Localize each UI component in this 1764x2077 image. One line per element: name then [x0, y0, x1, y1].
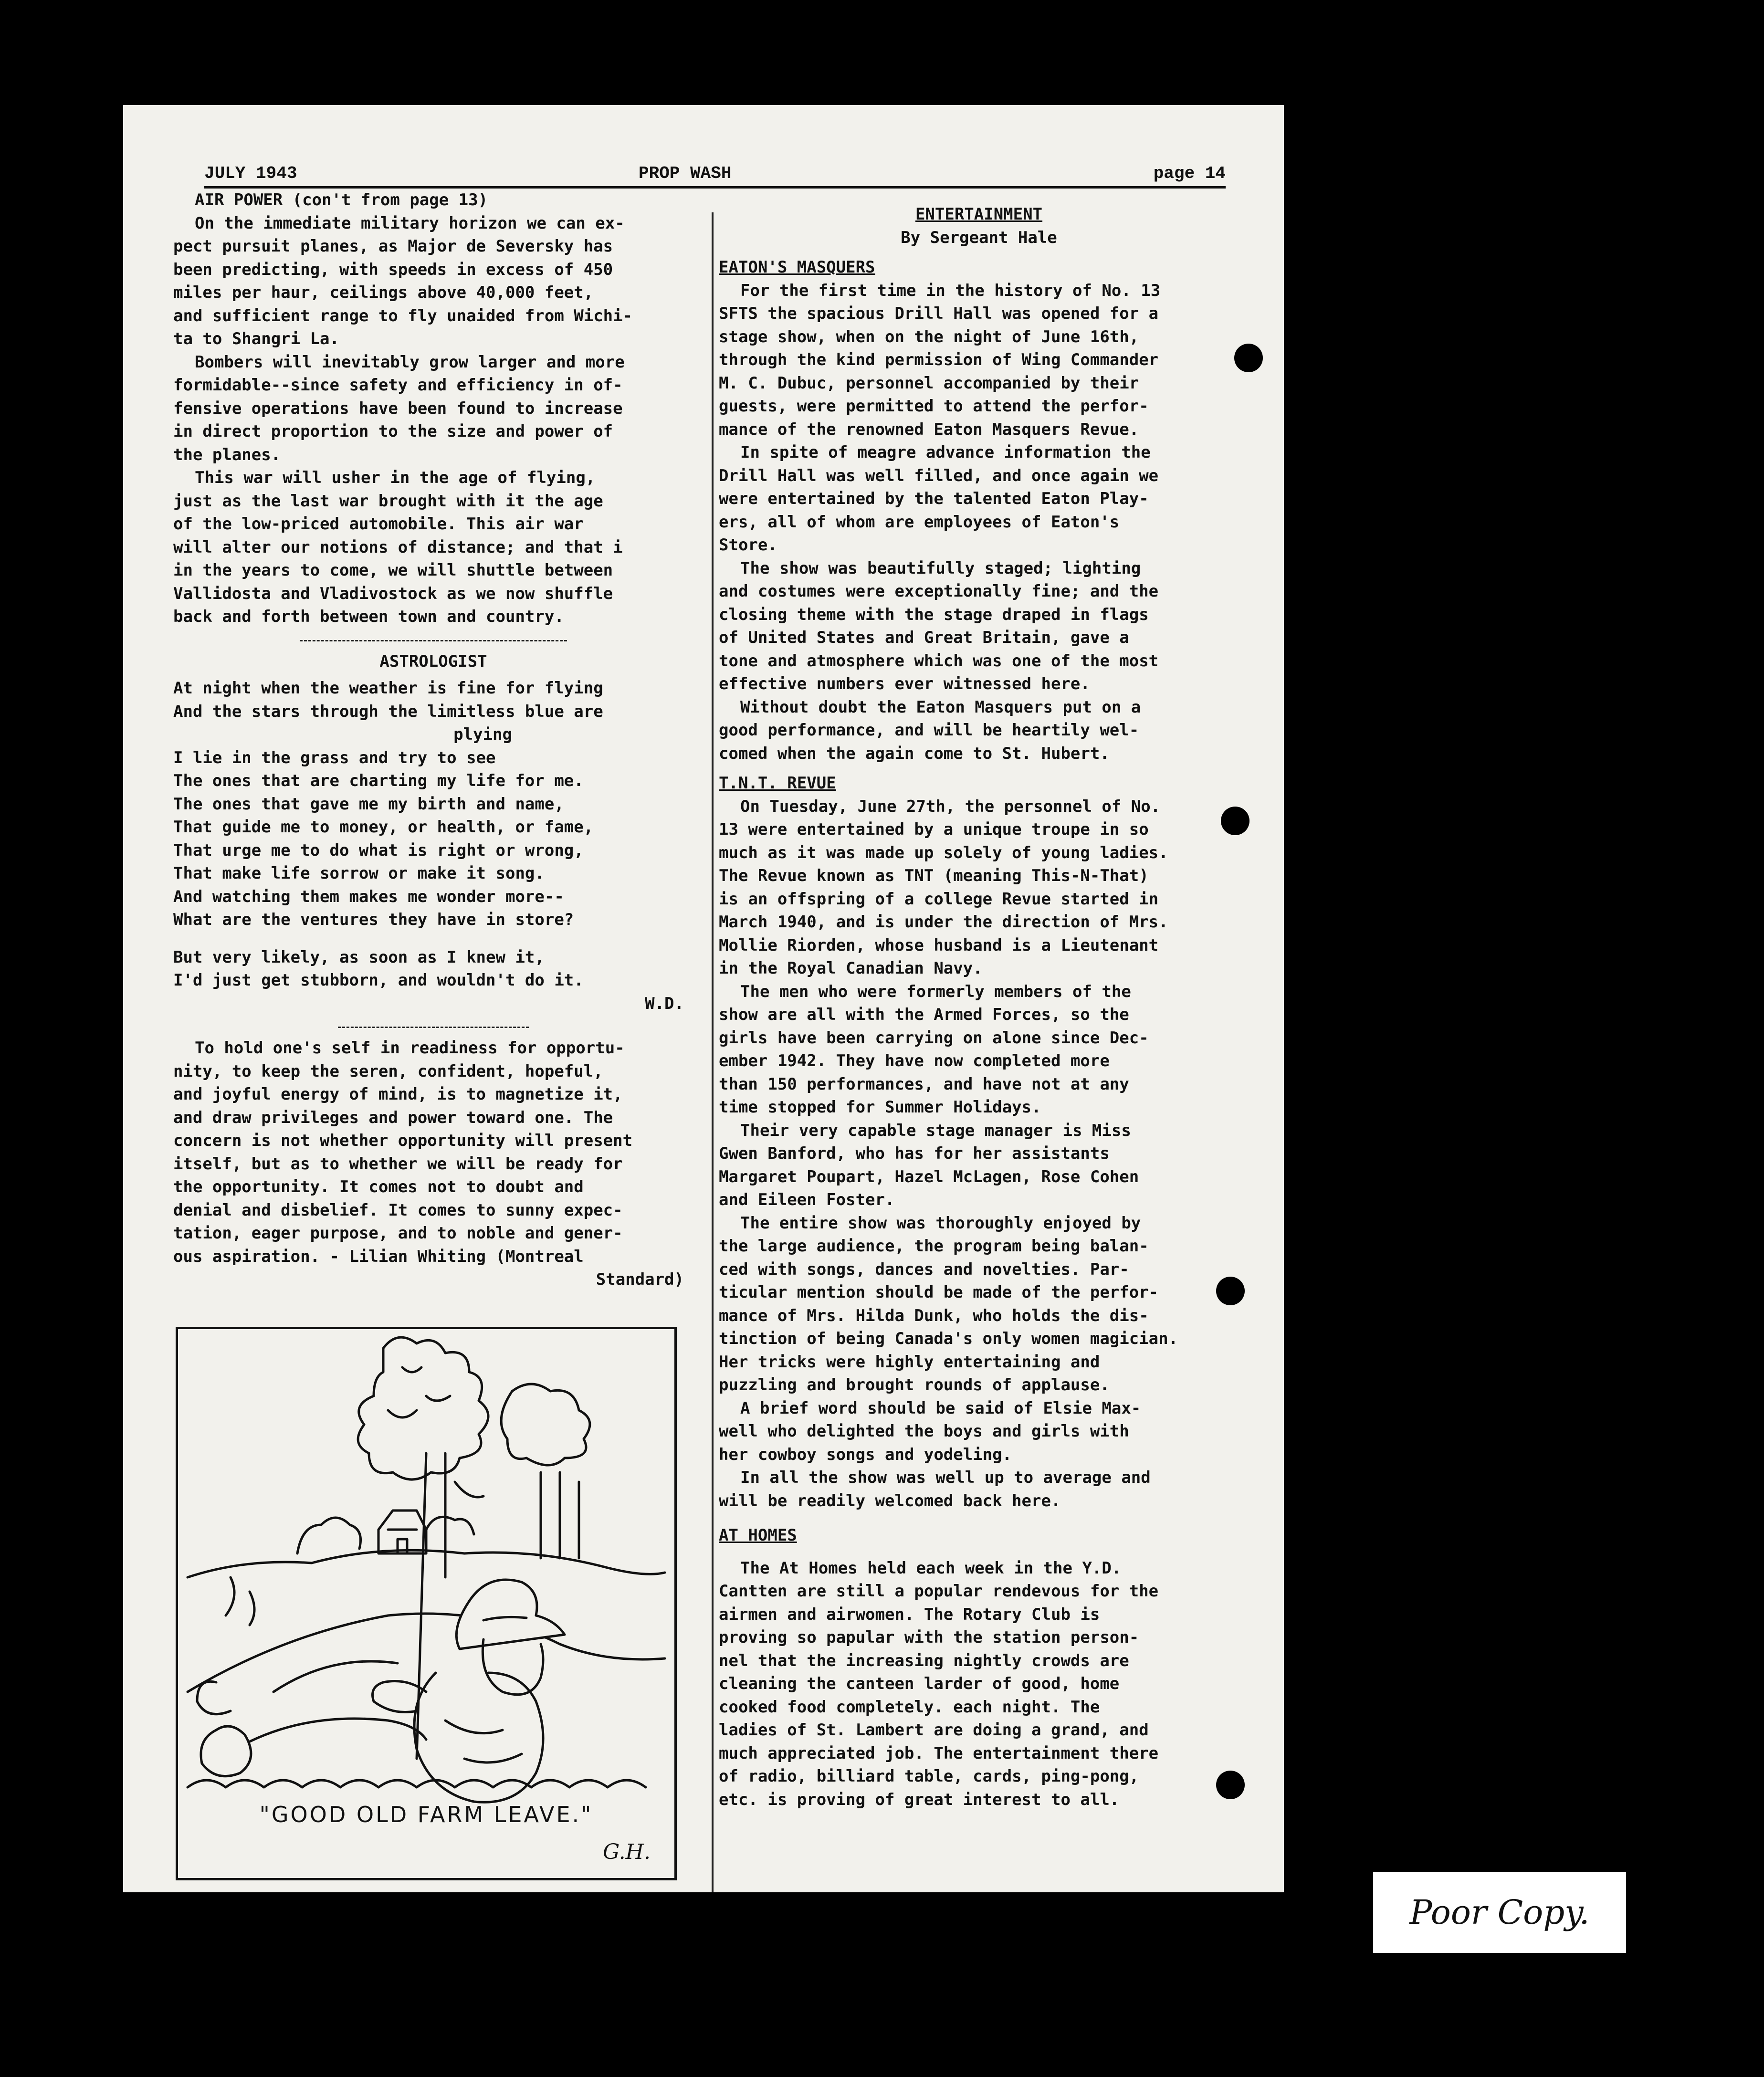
- at-homes-paragraph: The At Homes held each week in the Y.D. Cantten are still a popular rendevous for the airmen and airwomen. The Rotary Club is proving so papular with the station person- nel that the increasing nightly crowds are cleaning the canteen larder of good, home cooked food completely. each night. The ladies of St. Lambert are doing a grand, and much appreciated job. The entertainment there of radio, billiard table, cards, ping-pong, etc. is proving of great interest to all.: [719, 1558, 1159, 1809]
- cartoon-drawing: [178, 1329, 674, 1878]
- section-divider: [338, 1027, 529, 1028]
- punch-hole: [1216, 1277, 1245, 1305]
- right-column: [719, 203, 1239, 1811]
- section-divider: [300, 640, 567, 641]
- poem-line: I'd just get stubborn, and wouldn't do it.: [173, 971, 584, 990]
- punch-hole: [1216, 1771, 1245, 1799]
- column-divider: [712, 212, 714, 1892]
- airpower-paragraph-3: This war will usher in the age of flying, just as the last war brought with it the age of the low-priced automobile. This air war will alter our notions of distance; and that i in the years to come, we will shuttle between Vallidosta and Vladivostock as we now shuffle back and forth between town and country.: [173, 468, 623, 626]
- eatons-paragraph-4: Without doubt the Eaton Masquers put on a good performance, and will be heartily wel- comed when the again come to St. Hubert.: [719, 697, 1141, 763]
- eatons-paragraph-3: The show was beautifully staged; lighting and costumes were exceptionally fine; and the closing theme with the stage draped in flags of United States and Great Britain, gave a tone and atmosphere which was one of the most effective numbers ever witnessed here.: [719, 558, 1159, 693]
- eatons-masquers-heading: EATON'S MASQUERS: [719, 258, 875, 277]
- tnt-paragraph-2: The men who were formerly members of the show are all with the Armed Forces, so the girls have been carrying on alone since Dec- ember 1942. They have now completed more than 150 performances, and have not at any time stopped for Summer Holidays.: [719, 982, 1149, 1117]
- tnt-paragraph-3: Their very capable stage manager is Miss Gwen Banford, who has for her assistants Margaret Poupart, Hazel McLagen, Rose Cohen and Eileen Foster.: [719, 1121, 1139, 1209]
- airpower-heading: AIR POWER (con't from page 13): [195, 190, 488, 210]
- tnt-paragraph-6: In all the show was well up to average and will be readily welcomed back here.: [719, 1468, 1151, 1511]
- tnt-revue-heading: T.N.T. REVUE: [719, 774, 836, 793]
- poem-line: That guide me to money, or health, or fame,: [173, 818, 594, 837]
- eatons-paragraph-1: For the first time in the history of No. 13 SFTS the spacious Drill Hall was opened for a stage show, when on the night of June 16th, through the kind permission of Wing Commander M. C. Dubuc, personnel accompanied by their guests, were permitted to attend the perfor- mance of the renowned Eaton Masquers Revue.: [719, 281, 1161, 439]
- tnt-paragraph-1: On Tuesday, June 27th, the personnel of No. 13 were entertained by a unique troupe in so much as it was made up solely of young ladies. The Revue known as TNT (meaning This-N-That) is an offspring of a college Revue started in March 1940, and is under the direction of Mrs. Mollie Riorden, whose husband is a Lieutenant in the Royal Canadian Navy.: [719, 797, 1168, 978]
- airpower-paragraph-2: Bombers will inevitably grow larger and more formidable--since safety and efficiency in of- fensive operations have been found to increase in direct proportion to the size and power of the planes.: [173, 352, 625, 464]
- newsletter-page: [123, 105, 1284, 1892]
- archive-quality-label: Poor Copy.: [1373, 1872, 1626, 1953]
- tnt-paragraph-4: The entire show was thoroughly enjoyed by the large audience, the program being balan- ced with songs, dances and novelties. Par- ticular mention should be made of the perfor- mance of Mrs. Hilda Dunk, who holds the dis- tinction of being Canada's only women magician. Her tricks were highly entertaining and puzzling and brought rounds of applause.: [719, 1213, 1178, 1395]
- opportunity-quote: To hold one's self in readiness for opportu- nity, to keep the seren, confident, hopeful, and joyful energy of mind, is to magnetize it, and draw privileges and power toward one. The concern is not whether opportunity will present itself, but as to whether we will be ready for the opportunity. It comes not to doubt and denial and disbelief. It comes to sunny expec- tation, eager purpose, and to noble and gener- ous aspiration. - Lilian Whiting (Montreal: [173, 1038, 633, 1266]
- tnt-paragraph-5: A brief word should be said of Elsie Max- well who delighted the boys and girls with her cowboy songs and yodeling.: [719, 1398, 1141, 1464]
- astrologist-title: ASTROLOGIST: [379, 651, 487, 671]
- poem-line: I lie in the grass and try to see: [173, 748, 496, 767]
- poem-line: What are the ventures they have in store?: [173, 910, 574, 929]
- poem-line: The ones that gave me my birth and name,: [173, 794, 564, 814]
- left-column: [173, 189, 693, 1291]
- poem-runover: plying: [453, 725, 512, 744]
- poem-line: The ones that are charting my life for me.: [173, 771, 584, 790]
- poem-line: At night when the weather is fine for flying: [173, 679, 603, 698]
- entertainment-title: ENTERTAINMENT: [915, 205, 1043, 224]
- quote-source-end: Standard): [596, 1270, 684, 1289]
- issue-date: JULY 1943: [204, 164, 297, 183]
- punch-hole: [1234, 344, 1263, 372]
- byline: By Sergeant Hale: [901, 228, 1057, 247]
- page-header: [204, 157, 1226, 189]
- cartoon-caption: "GOOD OLD FARM LEAVE.": [259, 1802, 593, 1827]
- poem-author: W.D.: [645, 994, 684, 1013]
- eatons-paragraph-2: In spite of meagre advance information the Drill Hall was well filled, and once again we were entertained by the talented Eaton Play- ers, all of whom are employees of Eaton's Store.: [719, 443, 1159, 555]
- poem-line: But very likely, as soon as I knew it,: [173, 947, 545, 967]
- farm-leave-cartoon: [176, 1327, 677, 1880]
- poem-line: That make life sorrow or make it song.: [173, 864, 545, 883]
- airpower-paragraph-1: On the immediate military horizon we can ex- pect pursuit planes, as Major de Seversky has been predicting, with speeds in excess of 450 miles per haur, ceilings above 40,000 feet, and sufficient range to fly unaided from Wichi- ta to Shangri La.: [173, 213, 633, 348]
- punch-hole: [1221, 807, 1250, 835]
- poem-line: And the stars through the limitless blue are: [173, 702, 603, 721]
- poem-line: That urge me to do what is right or wrong,: [173, 840, 584, 860]
- poem-line: And watching them makes me wonder more--: [173, 887, 564, 906]
- at-homes-heading: AT HOMES: [719, 1526, 797, 1545]
- page-number: page 14: [1153, 164, 1226, 183]
- newsletter-title: PROP WASH: [639, 164, 732, 183]
- cartoon-initials: G.H.: [603, 1840, 651, 1864]
- astrologist-poem: [173, 677, 693, 1015]
